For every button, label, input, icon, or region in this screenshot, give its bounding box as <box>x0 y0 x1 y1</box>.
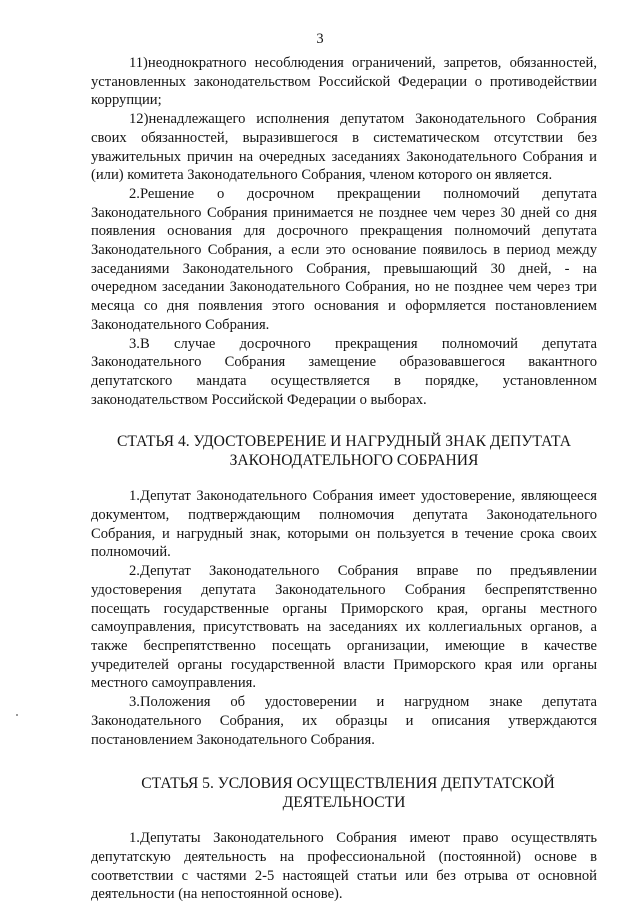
article-5-heading <box>91 774 597 812</box>
article-5-title-line2: ДЕЯТЕЛЬНОСТИ <box>282 794 406 812</box>
paragraph-part-3: 3.В случае досрочного прекращения полномочий депутата Законодательного Собрания замещение образовавшегося вакантного депутатского мандата осуществляется в порядке, установленном законодательством Российской Федерации о выборах. <box>91 335 597 408</box>
article-4-part-3: 3.Положения об удостоверении и нагрудном знаке депутата Законодательного Собрания, их образцы и описания утверждаются постановлением Законодательного Собрания. <box>91 694 597 748</box>
scan-speck <box>16 714 18 716</box>
page-number: 3 <box>316 31 324 47</box>
paragraph-part-2: 2.Решение о досрочном прекращении полномочий депутата Законодательного Собрания принимается не позднее чем через 30 дней со дня появления основания для досрочного прекращения полномочий депутата Законодательного Собрания, а если это основание появилось в период между заседаниями Законодательного Собрания, превышающий 30 дней, - на очередном заседании Законодательного Собрания, но не позднее чем через три месяца со дня появления этого основания и оформляется постановлением Законодательного Собрания. <box>91 185 597 333</box>
article-4-part-2: 2.Депутат Законодательного Собрания вправе по предъявлении удостоверения депутата Законодательного Собрания беспрепятственно посещать государственные органы Приморского края, органы местного самоуправления, присутствовать на заседаниях их коллегиальных органов, а также беспрепятственно посещать организации, имеющие в качестве учредителей органы государственной власти Приморского края или органы местного самоуправления. <box>91 563 597 692</box>
article-4-body <box>91 487 597 749</box>
paragraph-item-11: 11)неоднократного несоблюдения ограничений, запретов, обязанностей, установленных законодательством Российской Федерации о противодействии коррупции; <box>91 55 597 109</box>
document-body <box>91 54 597 904</box>
article-5-body <box>91 829 597 904</box>
article-4-heading <box>91 432 597 470</box>
article-4-part-1: 1.Депутат Законодательного Собрания имеет удостоверение, являющееся документом, подтверждающим полномочия депутата Законодательного Собрания, и нагрудный знак, которыми он пользуется в течение срока своих полномочий. <box>91 488 597 561</box>
article-5-part-1: 1.Депутаты Законодательного Собрания имеют право осуществлять депутатскую деятельность на профессиональной (постоянной) основе в соответствии с частями 2-5 настоящей статьи или без отрыва от основной деятельности (на непостоянной основе). <box>91 830 597 903</box>
article-3-continuation <box>91 54 597 409</box>
article-5-title-line1: СТАТЬЯ 5. УСЛОВИЯ ОСУЩЕСТВЛЕНИЯ ДЕПУТАТСКОЙ <box>141 775 555 793</box>
article-4-title-line1: СТАТЬЯ 4. УДОСТОВЕРЕНИЕ И НАГРУДНЫЙ ЗНАК ДЕПУТАТА <box>116 433 572 451</box>
paragraph-item-12: 12)ненадлежащего исполнения депутатом Законодательного Собрания своих обязанностей, выразившегося в систематическом отсутствии без уважительных причин на очередных заседаниях Законодательного Собрания и (или) комитета Законодательного Собрания, членом которого он является. <box>91 111 597 184</box>
article-4-title-line2: ЗАКОНОДАТЕЛЬНОГО СОБРАНИЯ <box>229 452 479 470</box>
